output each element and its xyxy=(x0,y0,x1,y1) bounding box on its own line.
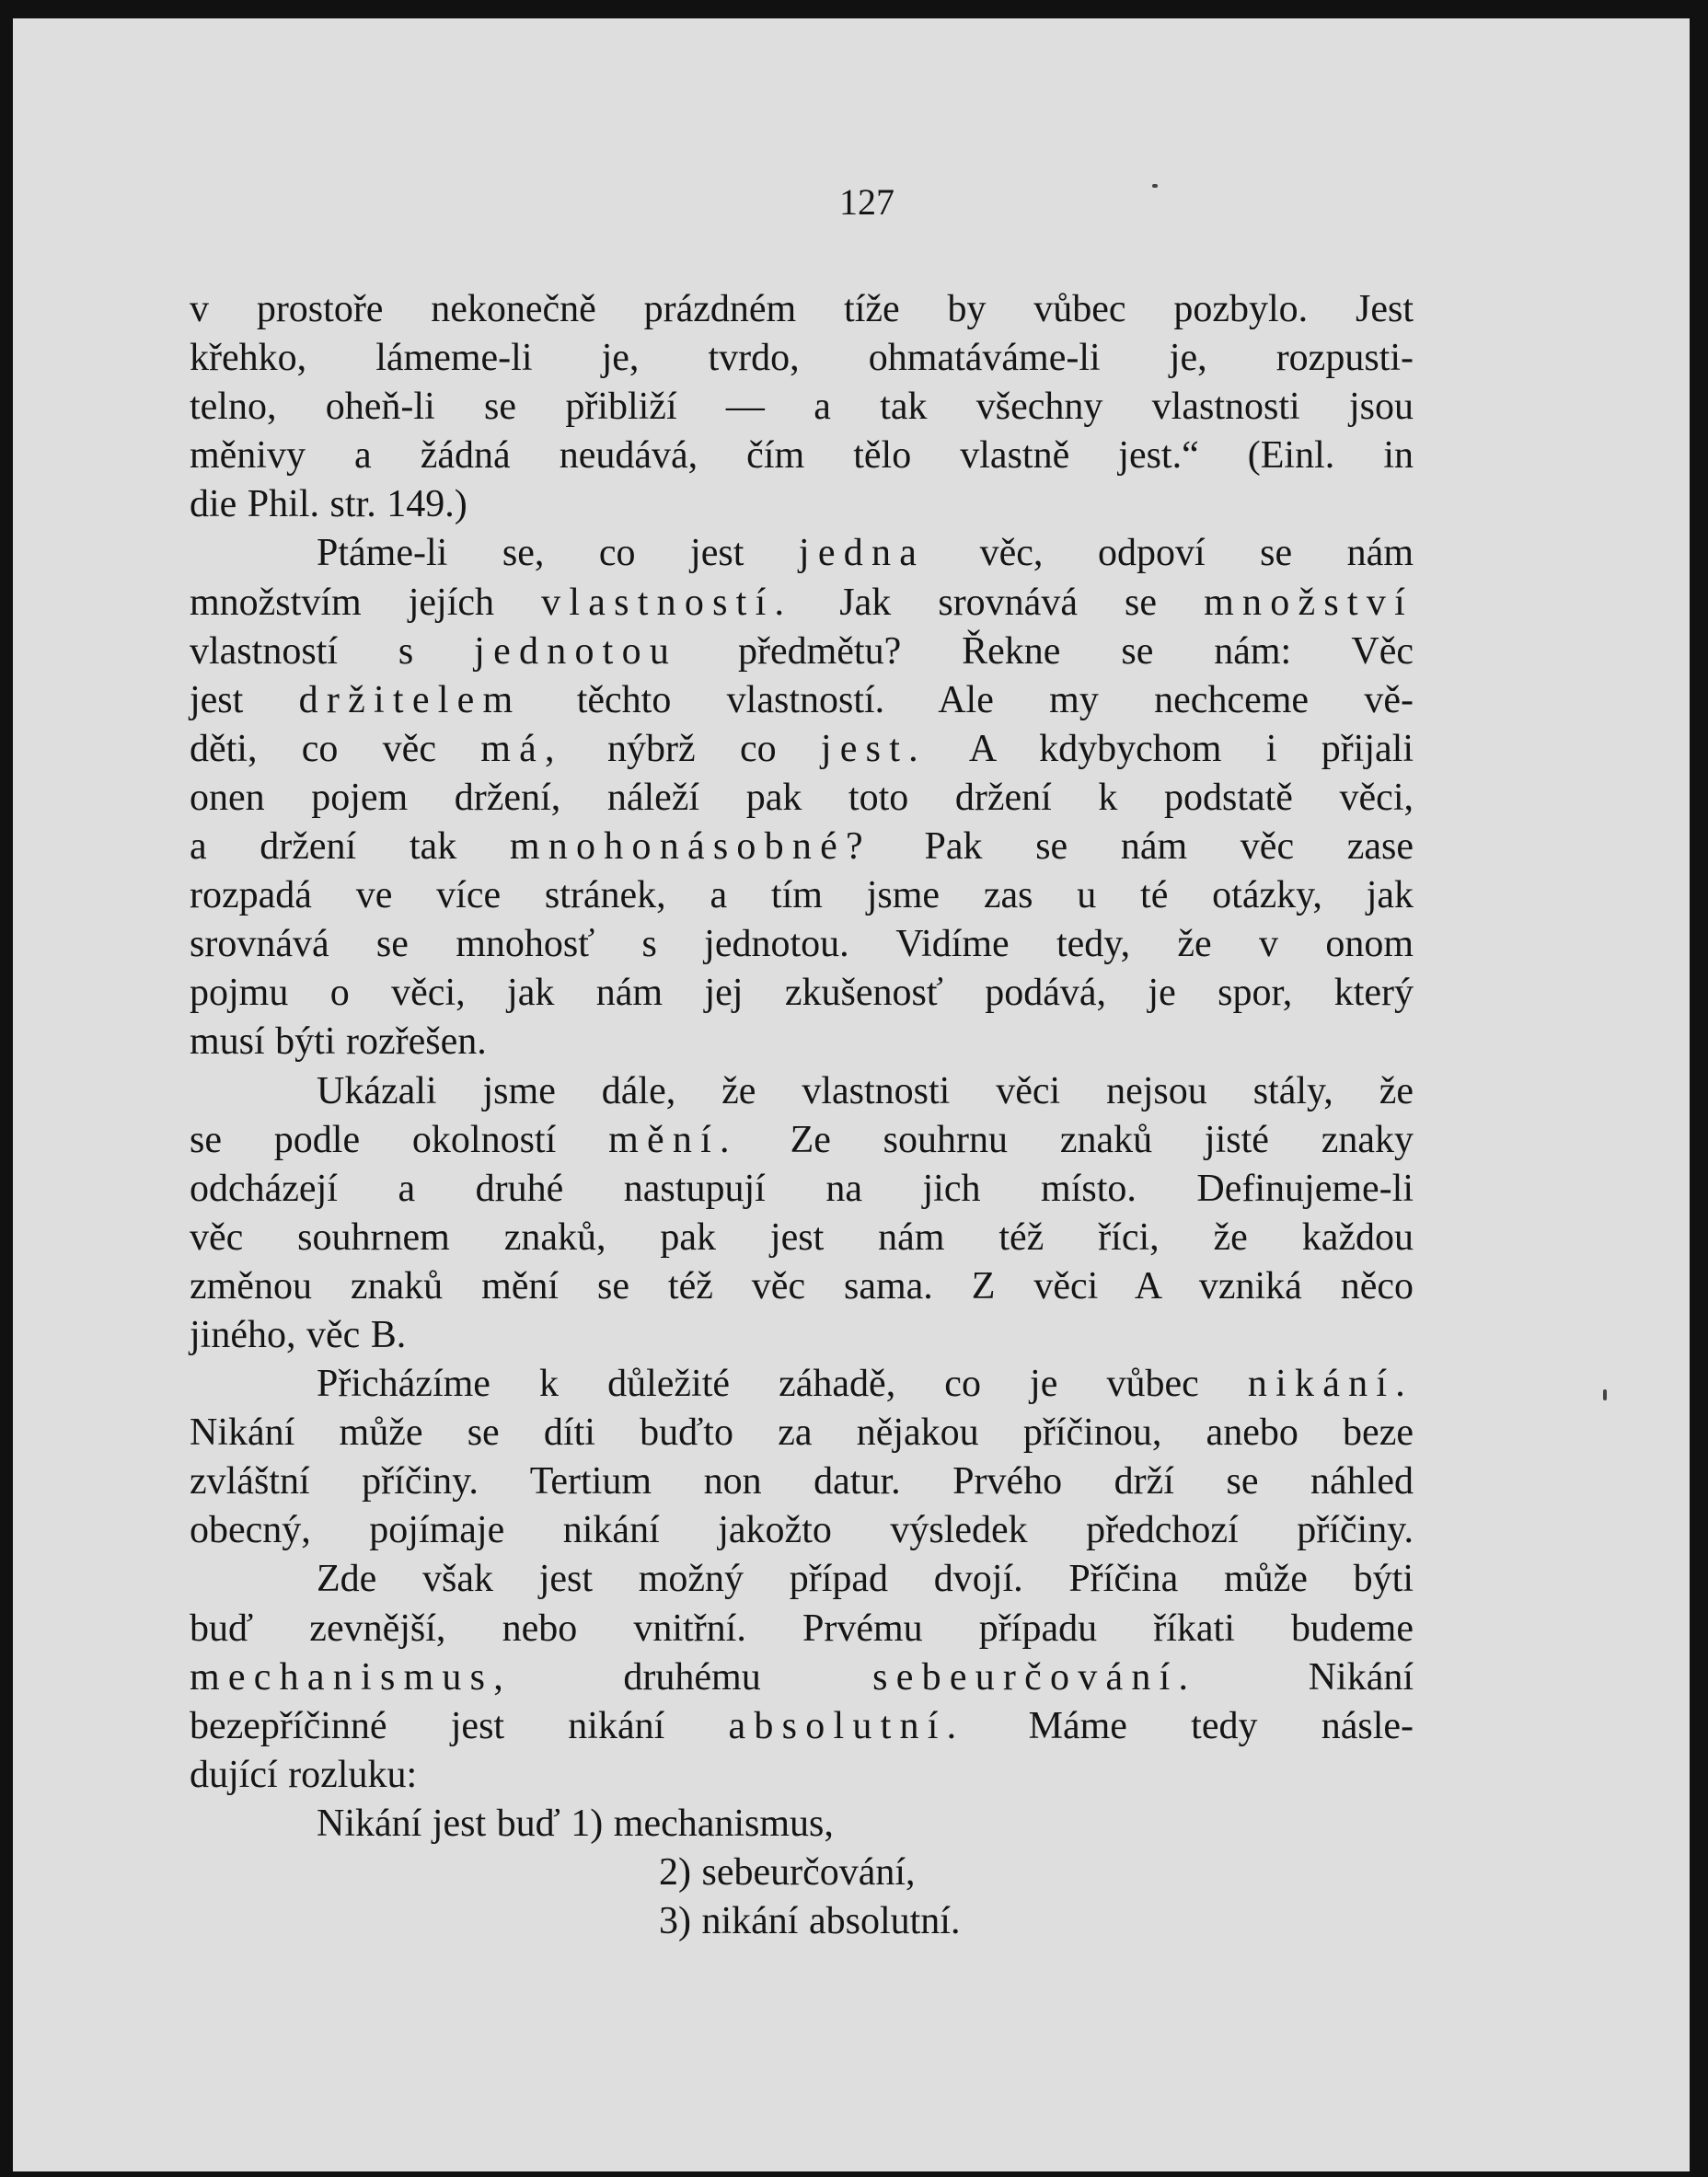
text-run: věc, odpoví se nám xyxy=(925,532,1414,575)
text-run: měnivy a žádná neudává, čím tělo vlastně jest.“ (Einl. in xyxy=(190,434,1414,478)
text-line xyxy=(190,1653,1414,1702)
text-line xyxy=(190,480,1414,529)
text-line xyxy=(190,1116,1414,1165)
text-run: onen pojem držení, náleží pak toto držení k podstatě věci, xyxy=(190,776,1414,819)
text-line xyxy=(190,1409,1414,1457)
text-run: Ukázali jsme dále, že vlastnosti věci nejsou stály, že xyxy=(317,1069,1414,1112)
text-run: Zde však jest možný případ dvojí. Příčina může býti xyxy=(317,1558,1414,1601)
text-run: Přicházíme k důležité záhadě, co je vůbec xyxy=(317,1363,1248,1406)
spaced-emphasis: jednotou xyxy=(474,629,678,673)
text-line xyxy=(190,1702,1414,1751)
text-line xyxy=(190,334,1414,383)
text-run: die Phil. str. 149.) xyxy=(190,483,467,526)
text-run: rozpadá ve více stránek, a tím jsme zas u té otázky, jak xyxy=(190,874,1414,917)
text-run: pojmu o věci, jak nám jej zkušenosť podává, je spor, který xyxy=(190,972,1414,1015)
text-line xyxy=(190,1751,1414,1800)
text-line xyxy=(190,1311,1414,1360)
text-run: bezepříčinné jest nikání xyxy=(190,1704,729,1747)
print-speck xyxy=(1152,184,1158,188)
text-run: v prostoře nekonečně prázdném tíže by vůbec pozbylo. Jest xyxy=(190,288,1414,330)
text-run: vlastností s xyxy=(190,629,475,673)
spaced-emphasis: mnohonásobné? xyxy=(509,825,871,869)
text-line xyxy=(190,1800,1414,1849)
text-run: A kdybychom i přijali xyxy=(926,727,1414,770)
text-run: odcházejí a druhé nastupují na jich místo. Definujeme-li xyxy=(190,1167,1414,1210)
text-line xyxy=(190,1555,1414,1604)
text-run: buď zevnější, nebo vnitřní. Prvému případu říkati budeme xyxy=(190,1607,1414,1650)
text-line xyxy=(190,725,1414,774)
text-run: telno, oheň-li se přibliží — a tak všechny vlastnosti jsou xyxy=(190,386,1414,429)
text-run: děti, co věc xyxy=(190,727,481,770)
print-speck xyxy=(1603,1389,1607,1400)
text-run: Nikání xyxy=(1196,1655,1414,1699)
text-run: druhému xyxy=(512,1655,873,1699)
text-run: jest xyxy=(190,678,299,721)
text-line xyxy=(190,383,1414,432)
spaced-emphasis: držitelem xyxy=(298,678,522,721)
text-run: předmětu? Řekne se nám: Věc xyxy=(677,629,1414,673)
text-run: křehko, lámeme-li je, tvrdo, ohmatáváme-li je, rozpusti- xyxy=(190,337,1414,380)
text-run: jiného, věc B. xyxy=(190,1313,407,1356)
text-line xyxy=(190,285,1414,334)
text-line xyxy=(190,1506,1414,1555)
text-line xyxy=(190,628,1414,676)
text-line xyxy=(190,579,1414,628)
text-line xyxy=(190,1897,1414,1946)
spaced-emphasis: mění. xyxy=(608,1118,738,1161)
text-line xyxy=(190,1214,1414,1262)
text-run: těchto vlastností. Ale my nechceme vě- xyxy=(521,678,1414,721)
text-run: srovnává se mnohosť s jednotou. Vidíme tedy, že v onom xyxy=(190,923,1414,966)
spaced-emphasis: jedna xyxy=(798,532,926,575)
text-line xyxy=(190,1360,1414,1409)
spaced-emphasis: vlastností. xyxy=(541,581,793,624)
text-line xyxy=(190,676,1414,725)
text-run: 3) nikání absolutní. xyxy=(659,1900,961,1943)
spaced-emphasis: mechanismus, xyxy=(190,1655,513,1699)
text-run: Máme tedy násle- xyxy=(964,1704,1414,1747)
text-run: Nikání jest buď 1) mechanismus, xyxy=(317,1802,834,1845)
text-line xyxy=(190,774,1414,823)
spaced-emphasis: jest. xyxy=(820,727,927,770)
spaced-emphasis: sebeurčování. xyxy=(872,1655,1197,1699)
spaced-emphasis: nikání. xyxy=(1247,1363,1414,1406)
book-page xyxy=(13,18,1690,2171)
text-line xyxy=(190,920,1414,969)
text-line xyxy=(190,871,1414,920)
text-run: 2) sebeurčování, xyxy=(659,1851,916,1894)
text-run: Ze souhrnu znaků jisté znaky xyxy=(737,1118,1414,1161)
text-run: změnou znaků mění se též věc sama. Z věci A vzniká něco xyxy=(190,1264,1414,1307)
text-run: Ptáme-li se, co jest xyxy=(317,532,799,575)
text-line xyxy=(190,1605,1414,1653)
text-line xyxy=(190,1067,1414,1116)
text-run: se podle okolností xyxy=(190,1118,609,1161)
text-line xyxy=(190,1165,1414,1214)
text-line xyxy=(190,823,1414,871)
text-run: Jak srovnává se xyxy=(792,581,1205,624)
text-run: musí býti rozřešen. xyxy=(190,1020,487,1064)
spaced-emphasis: absolutní. xyxy=(728,1704,965,1747)
text-line xyxy=(190,969,1414,1018)
page-number: 127 xyxy=(839,181,894,223)
text-line xyxy=(190,1018,1414,1066)
text-line xyxy=(190,529,1414,578)
text-line xyxy=(190,1262,1414,1311)
text-run: obecný, pojímaje nikání jakožto výsledek předchozí příčiny. xyxy=(190,1509,1414,1552)
text-line xyxy=(190,432,1414,480)
text-run: věc souhrnem znaků, pak jest nám též říci, že každou xyxy=(190,1215,1414,1259)
body-text xyxy=(190,285,1414,1946)
text-line xyxy=(190,1849,1414,1897)
text-run: Pak se nám věc zase xyxy=(871,825,1414,869)
spaced-emphasis: má, xyxy=(480,727,563,770)
text-run: Nikání může se díti buďto za nějakou příčinou, anebo beze xyxy=(190,1411,1414,1455)
text-run: dující rozluku: xyxy=(190,1753,418,1796)
spaced-emphasis: množství xyxy=(1204,581,1414,624)
text-run: množstvím jejích xyxy=(190,581,542,624)
text-run: zvláštní příčiny. Tertium non datur. Prvého drží se náhled xyxy=(190,1460,1414,1503)
text-run: nýbrž co xyxy=(562,727,821,770)
text-run: a držení tak xyxy=(190,825,510,869)
text-line xyxy=(190,1457,1414,1506)
